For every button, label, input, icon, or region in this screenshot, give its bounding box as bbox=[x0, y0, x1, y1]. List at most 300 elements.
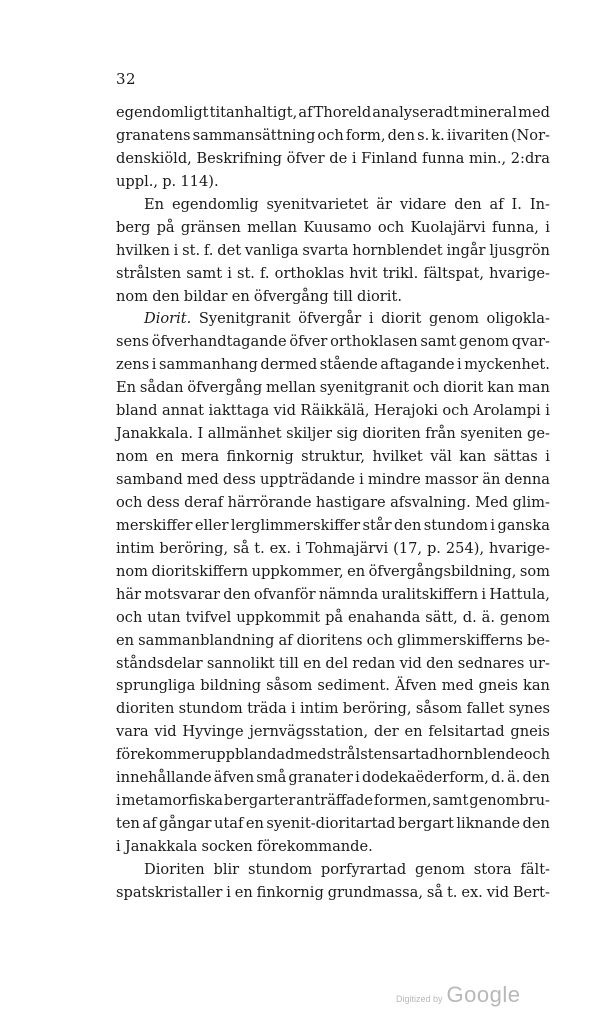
word: diorit bbox=[443, 379, 484, 397]
word: hvit bbox=[349, 264, 378, 282]
word: trikl. bbox=[382, 264, 419, 282]
word: intim bbox=[299, 700, 339, 718]
word: Janakkala. bbox=[116, 425, 194, 443]
watermark-prefix: Digitized by bbox=[396, 994, 443, 1004]
text-line bbox=[116, 836, 550, 859]
word: i bbox=[481, 585, 487, 603]
word: en bbox=[347, 562, 366, 580]
word: iakttaga bbox=[208, 402, 270, 420]
text-line bbox=[116, 446, 550, 469]
word: metamorfiska bbox=[121, 792, 223, 810]
word: Äfven bbox=[394, 677, 437, 695]
digitized-by-google-watermark bbox=[396, 982, 520, 1008]
word: strålstensartad bbox=[326, 746, 439, 764]
word: st. bbox=[182, 241, 201, 259]
text-line bbox=[116, 515, 550, 538]
word: porfyrartad bbox=[320, 860, 407, 878]
word: nom bbox=[116, 562, 149, 580]
text-line bbox=[116, 286, 550, 309]
word: syenit-dioritartad bbox=[266, 815, 396, 833]
text-line bbox=[116, 721, 550, 744]
word: syenitgranit bbox=[319, 379, 410, 397]
word: glim- bbox=[512, 493, 550, 511]
word: vid bbox=[399, 654, 422, 672]
word: som bbox=[519, 562, 550, 580]
word: finkornig bbox=[256, 883, 324, 901]
word: en bbox=[231, 287, 250, 305]
word: af bbox=[298, 104, 313, 121]
word: ingår bbox=[446, 241, 486, 259]
word: ljusgrön bbox=[489, 241, 550, 259]
word: genom bbox=[499, 608, 550, 626]
word: vara bbox=[116, 723, 149, 741]
word: i bbox=[116, 838, 121, 855]
word: der bbox=[373, 723, 399, 741]
word: s. bbox=[417, 126, 430, 144]
word: i bbox=[296, 539, 301, 557]
word: stundom bbox=[423, 516, 488, 534]
text-line bbox=[116, 469, 550, 492]
word: fält- bbox=[520, 860, 550, 878]
word: granatens bbox=[116, 126, 191, 144]
word: funna bbox=[422, 149, 465, 167]
word: ofvanför bbox=[253, 585, 316, 603]
word: af bbox=[142, 815, 157, 833]
word: syenitvarietet bbox=[266, 195, 369, 213]
word: p. bbox=[426, 539, 441, 557]
word: allmänhet bbox=[207, 425, 282, 443]
text-line bbox=[116, 607, 550, 630]
word: såsom bbox=[415, 700, 463, 718]
word: små bbox=[256, 769, 287, 787]
word: fältspat, bbox=[423, 264, 484, 282]
word: liknande bbox=[456, 815, 521, 833]
word: träda bbox=[247, 700, 287, 718]
text-line bbox=[116, 767, 550, 790]
word: stående bbox=[319, 356, 378, 374]
word: redan bbox=[352, 654, 396, 672]
word: af bbox=[278, 631, 293, 649]
word: st. bbox=[236, 264, 255, 282]
text-line bbox=[116, 561, 550, 584]
word: de bbox=[329, 149, 348, 167]
word: afsvalning. bbox=[390, 493, 471, 511]
word: samt bbox=[432, 792, 469, 810]
text-line bbox=[116, 102, 550, 125]
word: den bbox=[454, 195, 482, 213]
word: dioritens bbox=[296, 631, 363, 649]
text-line bbox=[116, 698, 550, 721]
word: i bbox=[368, 310, 374, 328]
word: massor bbox=[424, 471, 479, 488]
word: gångar bbox=[159, 815, 212, 833]
text-line bbox=[116, 377, 550, 400]
word: f. bbox=[203, 241, 214, 259]
word: orthoklas bbox=[274, 264, 345, 282]
body-text bbox=[116, 102, 550, 905]
word: hvarige- bbox=[489, 264, 550, 282]
word: syeniten bbox=[460, 425, 523, 443]
word: oligokla- bbox=[486, 310, 550, 328]
text-line bbox=[116, 194, 550, 217]
word: sig bbox=[336, 425, 358, 443]
word: egendomlig bbox=[171, 195, 259, 213]
text-line bbox=[116, 538, 550, 561]
word: skiljer bbox=[286, 425, 332, 443]
word: finkornig bbox=[226, 448, 294, 466]
word: berg bbox=[116, 218, 151, 236]
word: sednares bbox=[457, 654, 525, 672]
word: en bbox=[234, 883, 253, 901]
word: nämnda bbox=[318, 585, 379, 603]
text-line bbox=[116, 675, 550, 698]
word: genom bbox=[428, 310, 479, 328]
word: öfvergång bbox=[187, 379, 263, 397]
word: Syenitgranit bbox=[198, 310, 291, 328]
word: glimmerskifferns bbox=[397, 631, 523, 649]
word: står bbox=[362, 516, 392, 534]
word: svarta bbox=[302, 241, 349, 259]
word: vanliga bbox=[244, 241, 299, 259]
word: den bbox=[223, 585, 251, 603]
word: 254), bbox=[445, 539, 485, 557]
word: i bbox=[490, 516, 496, 534]
word: sammansättning bbox=[192, 126, 316, 144]
word: In- bbox=[529, 195, 550, 213]
word: sätt, bbox=[425, 608, 458, 626]
word: ur- bbox=[528, 654, 550, 672]
word: hornblendet bbox=[352, 241, 443, 259]
word: till bbox=[332, 287, 353, 305]
word: enahanda bbox=[348, 608, 421, 626]
word: ä. bbox=[507, 769, 521, 787]
word: sediment. bbox=[317, 677, 390, 695]
word: (17, bbox=[393, 539, 423, 557]
text-line bbox=[116, 423, 550, 446]
text-line bbox=[116, 653, 550, 676]
word: öfvergångsbildning, bbox=[368, 562, 517, 580]
word: är bbox=[376, 195, 392, 213]
word: ståndsdelar bbox=[116, 654, 203, 672]
word: en bbox=[155, 448, 174, 466]
word: hvarige- bbox=[489, 539, 550, 557]
word: härrörande bbox=[227, 493, 312, 511]
word: gränsen bbox=[180, 218, 241, 236]
word: kan bbox=[487, 379, 515, 397]
word: zens bbox=[116, 356, 150, 374]
word: dess bbox=[222, 471, 256, 488]
word: sammanhang bbox=[159, 356, 258, 374]
word: del bbox=[325, 654, 349, 672]
word: t. bbox=[446, 883, 458, 901]
word: öfverhandtagande bbox=[151, 333, 287, 351]
word: Kuusamo bbox=[303, 218, 372, 236]
word: uralitskiffern bbox=[381, 585, 479, 603]
word: Finland bbox=[361, 149, 418, 167]
word: hastigare bbox=[315, 493, 386, 511]
word: i bbox=[116, 792, 121, 810]
word: dioritskiffern bbox=[151, 562, 249, 580]
word: genombru- bbox=[469, 792, 550, 810]
text-line bbox=[116, 217, 550, 240]
word: vidare bbox=[399, 195, 447, 213]
word: än bbox=[482, 471, 501, 488]
word: Kuolajärvi bbox=[410, 218, 486, 236]
text-line bbox=[116, 125, 550, 148]
word: i bbox=[226, 883, 231, 901]
word: en bbox=[303, 654, 322, 672]
word: samt bbox=[420, 333, 457, 351]
word: gneis bbox=[478, 677, 519, 695]
word: med bbox=[441, 677, 474, 695]
word: Herajoki bbox=[374, 402, 438, 420]
word: dodekaëderform, bbox=[361, 769, 489, 787]
word: d. bbox=[462, 608, 477, 626]
word: strålsten bbox=[116, 264, 182, 282]
word: bland bbox=[116, 402, 158, 420]
text-line bbox=[116, 148, 550, 171]
text-line bbox=[116, 354, 550, 377]
word: i bbox=[545, 448, 550, 466]
word: med bbox=[186, 471, 219, 488]
word: Med bbox=[475, 493, 509, 511]
word: och bbox=[377, 218, 405, 236]
word: och bbox=[442, 402, 469, 420]
word: förekommer bbox=[116, 746, 207, 764]
word: p. bbox=[162, 172, 177, 190]
word: form, bbox=[345, 126, 386, 144]
word: granater bbox=[288, 769, 354, 787]
word: sådan bbox=[139, 379, 184, 397]
word: Tohmajärvi bbox=[305, 539, 389, 557]
word: dess bbox=[146, 493, 180, 511]
word: min., bbox=[468, 149, 507, 167]
word: ganska bbox=[497, 516, 550, 534]
word: Hyvinge bbox=[182, 723, 244, 741]
word: från bbox=[425, 425, 456, 443]
word: Janakkala bbox=[124, 838, 198, 855]
word: spatskristaller bbox=[116, 883, 223, 901]
word: diorit. bbox=[357, 287, 402, 305]
text-line bbox=[116, 882, 550, 905]
word: I bbox=[197, 425, 204, 443]
word: ex. bbox=[461, 883, 483, 901]
word: innehållande bbox=[116, 769, 212, 787]
word: sens bbox=[116, 333, 150, 351]
word: så bbox=[233, 539, 250, 557]
word: uppkommit bbox=[236, 608, 321, 626]
word: gneis bbox=[510, 723, 550, 741]
word: i bbox=[351, 149, 357, 167]
word: sättas bbox=[493, 448, 538, 466]
word: öfvergång bbox=[253, 287, 329, 305]
word: samt bbox=[186, 264, 223, 282]
word: bildar bbox=[183, 287, 228, 305]
word: bergarter bbox=[223, 792, 296, 810]
word: uppträdande bbox=[259, 471, 355, 488]
word: så bbox=[426, 883, 444, 901]
word: och bbox=[116, 608, 143, 626]
word: egendomligt bbox=[116, 104, 209, 121]
word: utaf bbox=[213, 815, 244, 833]
word: uppblandad bbox=[206, 746, 295, 764]
word: sannolikt bbox=[206, 654, 275, 672]
word: ä. bbox=[481, 608, 495, 626]
text-line bbox=[116, 492, 550, 515]
word: den bbox=[522, 815, 550, 833]
word: i bbox=[545, 402, 550, 420]
word: titanhaltigt, bbox=[209, 104, 298, 121]
word: 2:dra bbox=[510, 149, 550, 167]
word: i bbox=[359, 471, 364, 488]
word: den bbox=[426, 654, 454, 672]
text-line bbox=[116, 744, 550, 767]
word: en bbox=[404, 723, 423, 741]
word: man bbox=[517, 379, 550, 397]
text-line bbox=[116, 790, 550, 813]
word: och bbox=[317, 126, 344, 144]
word: En bbox=[144, 195, 165, 213]
word: grundmassa, bbox=[327, 883, 424, 901]
word: stundom bbox=[178, 700, 243, 718]
word: synes bbox=[508, 700, 550, 718]
word: den bbox=[387, 126, 415, 144]
word: bergart bbox=[398, 815, 454, 833]
word: intim bbox=[116, 539, 155, 557]
word: den bbox=[522, 769, 550, 787]
word: den bbox=[152, 287, 180, 305]
text-line bbox=[116, 308, 550, 331]
word: Bert- bbox=[512, 883, 550, 901]
word: I. bbox=[511, 195, 522, 213]
word: Räikkälä, bbox=[300, 402, 370, 420]
word: vid bbox=[486, 883, 509, 901]
word: ten bbox=[116, 815, 140, 833]
word: förekommande. bbox=[256, 838, 373, 855]
word: genom bbox=[414, 860, 465, 878]
word: d. bbox=[490, 769, 505, 787]
text-line bbox=[116, 171, 550, 194]
word: och bbox=[366, 631, 393, 649]
word: vid bbox=[273, 402, 296, 420]
word: kan bbox=[523, 677, 550, 695]
word: och bbox=[412, 379, 440, 397]
word: Thoreld bbox=[313, 104, 372, 121]
word: be- bbox=[527, 631, 550, 649]
word: 114). bbox=[180, 172, 219, 190]
text-line bbox=[116, 263, 550, 286]
word: sammanblandning bbox=[138, 631, 275, 649]
word: till bbox=[278, 654, 299, 672]
word: mindre bbox=[367, 471, 421, 488]
word: på bbox=[325, 608, 344, 626]
word: iivariten bbox=[446, 126, 509, 144]
word: Arolampi bbox=[473, 402, 541, 420]
word: och bbox=[523, 746, 550, 764]
word: vid bbox=[154, 723, 177, 741]
word: k. bbox=[431, 126, 445, 144]
word: dermed bbox=[260, 356, 318, 374]
word: (Nor- bbox=[510, 126, 550, 144]
word: dioriten bbox=[116, 700, 175, 718]
word: en bbox=[245, 815, 264, 833]
word: väl bbox=[430, 448, 452, 466]
word: eller bbox=[194, 516, 229, 534]
word: merskiffer bbox=[116, 516, 193, 534]
word: aftagande bbox=[380, 356, 455, 374]
word: hornblende bbox=[438, 746, 524, 764]
word: på bbox=[156, 218, 175, 236]
watermark-brand: Google bbox=[446, 982, 521, 1007]
text-line bbox=[116, 400, 550, 423]
text-line bbox=[116, 240, 550, 263]
word: och bbox=[116, 493, 143, 511]
word: funna, bbox=[492, 218, 539, 236]
word: deraf bbox=[184, 493, 224, 511]
word: felsitartad bbox=[428, 723, 505, 741]
word: myckenhet. bbox=[464, 356, 550, 374]
word: denna bbox=[504, 471, 550, 488]
word: anträffade bbox=[296, 792, 373, 810]
word: mineral bbox=[460, 104, 518, 121]
word: samband bbox=[116, 471, 183, 488]
word: t. bbox=[254, 539, 265, 557]
word: af bbox=[489, 195, 504, 213]
word: analyseradt bbox=[372, 104, 460, 121]
word: ge- bbox=[527, 425, 550, 443]
word: uppl., bbox=[116, 172, 159, 190]
word: det bbox=[217, 241, 242, 259]
word: Dioriten bbox=[144, 860, 205, 878]
word: denskiöld, bbox=[116, 149, 192, 167]
word: struktur, bbox=[301, 448, 365, 466]
word: öfver bbox=[289, 333, 328, 351]
word: i bbox=[291, 700, 296, 718]
word: öfvergår bbox=[298, 310, 362, 328]
word: bildning bbox=[200, 677, 262, 695]
word: hvilket bbox=[372, 448, 423, 466]
word: öfver bbox=[286, 149, 325, 167]
word: en bbox=[116, 631, 135, 649]
word: En bbox=[116, 379, 137, 397]
word: med bbox=[518, 104, 550, 121]
word: såsom bbox=[266, 677, 313, 695]
word: stora bbox=[473, 860, 512, 878]
word: i bbox=[173, 241, 179, 259]
text-line bbox=[116, 859, 550, 882]
word: Beskrifning bbox=[196, 149, 282, 167]
word: motsvarar bbox=[144, 585, 220, 603]
word: här bbox=[116, 585, 142, 603]
section-heading: Diorit. bbox=[144, 310, 192, 328]
word: den bbox=[393, 516, 422, 534]
page-number: 32 bbox=[116, 70, 137, 88]
word: tvifvel bbox=[185, 608, 232, 626]
word: lerglimmerskiffer bbox=[230, 516, 361, 534]
word: formen, bbox=[373, 792, 432, 810]
word: Hattula, bbox=[489, 585, 550, 603]
word: dioriten bbox=[362, 425, 421, 443]
word: beröring, bbox=[342, 700, 412, 718]
word: nom bbox=[116, 448, 149, 466]
word: beröring, bbox=[159, 539, 229, 557]
text-line bbox=[116, 331, 550, 354]
word: blir bbox=[213, 860, 240, 878]
text-line bbox=[116, 813, 550, 836]
text-line bbox=[116, 584, 550, 607]
word: qvar- bbox=[511, 333, 550, 351]
text-line bbox=[116, 630, 550, 653]
